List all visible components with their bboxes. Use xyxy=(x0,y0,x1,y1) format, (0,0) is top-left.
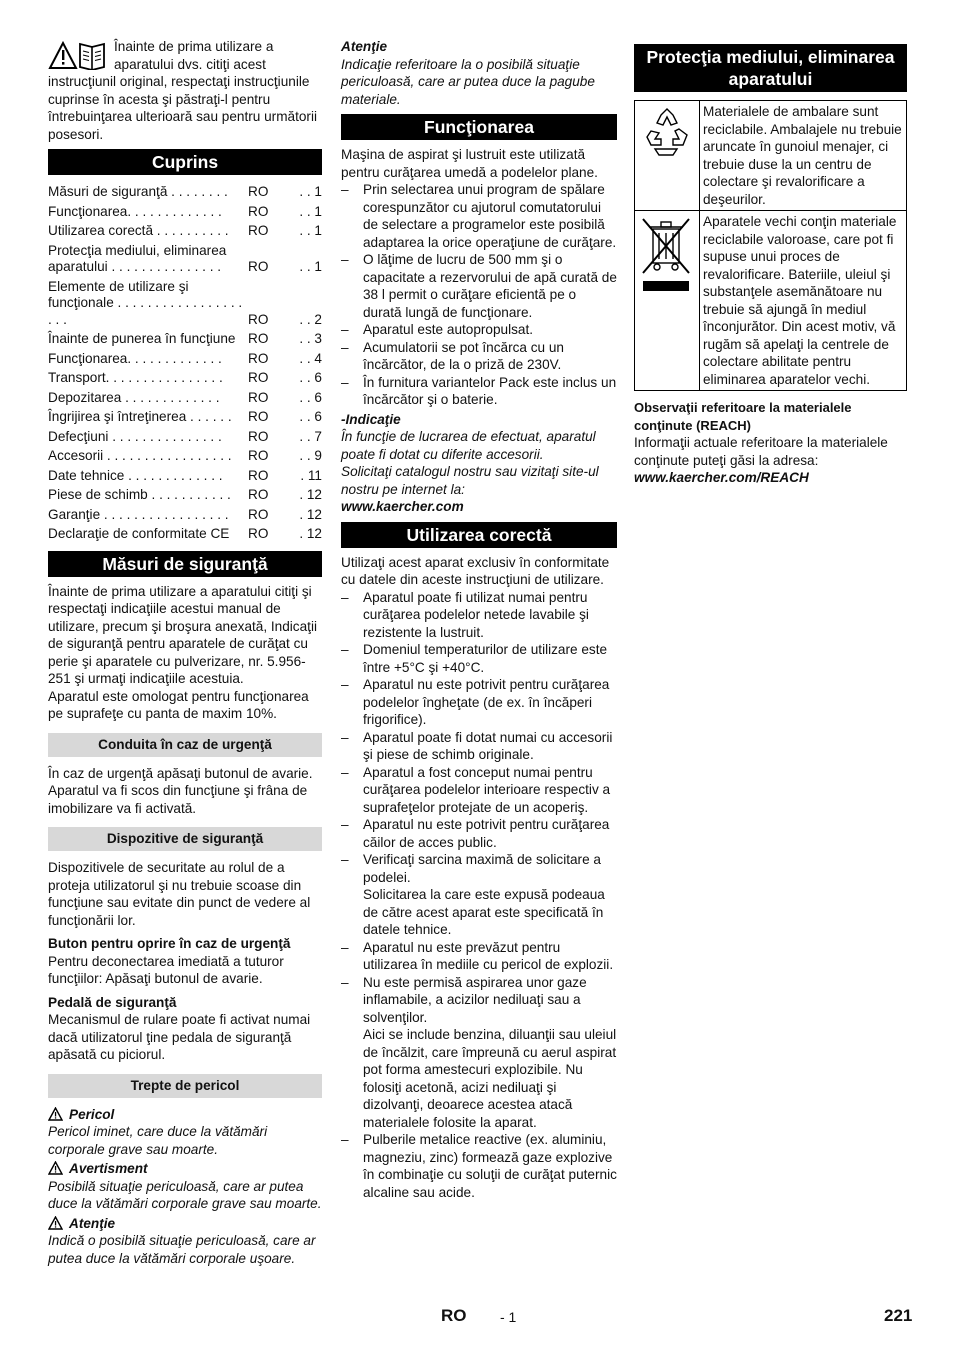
note-text: În funcţie de lucrarea de efectuat, aparatul poate fi dotat cu diferite accesorii. xyxy=(341,429,596,462)
toc-entry-lang: RO xyxy=(248,203,269,219)
toc-entry-dots: . . . . . . . . . . . . . . . . . . . . xyxy=(48,295,243,327)
list-item: – O lăţime de lucru de 500 mm şi o capacitate a rezervorului de apă curată de 38 l permit o curăţare eficientă pe o durată lungă de funcţionare. xyxy=(341,251,617,321)
toc-entry-dots: . . . . . . . . . . . . . xyxy=(124,467,223,483)
toc-entry-page: . . 4 xyxy=(299,350,322,366)
toc-entry-dots: . . . . . . . . . . . . . . . . . xyxy=(100,506,229,522)
toc-entry-name: Garanţie xyxy=(48,506,101,522)
column-middle xyxy=(341,38,617,1201)
toc-row[interactable] xyxy=(48,367,322,387)
toc-entry-name: Transport xyxy=(48,370,106,385)
toc-row[interactable] xyxy=(48,240,322,276)
toc-row[interactable] xyxy=(48,201,322,221)
environment-text: Materialele de ambalare sunt reciclabile. Ambalajele nu trebuie aruncate în gunoiul menajer, ci trebuie duse la un centru de colectare şi revalorificare a deşeurilor. xyxy=(700,101,907,211)
toc-entry-name: Protecţia mediului, eliminarea aparatului xyxy=(48,242,227,274)
environment-title: Protecţia mediului, eliminarea aparatului xyxy=(634,44,907,92)
list-item xyxy=(341,1131,617,1201)
toc-entry-lang: RO xyxy=(248,259,269,274)
list-item xyxy=(341,974,617,1132)
footer-sub-text: - 1 xyxy=(500,1309,517,1325)
list-item xyxy=(341,641,617,676)
emergency-title: Conduita în caz de urgenţă xyxy=(48,733,322,757)
column-right xyxy=(634,38,907,487)
list-item-continuation: Aici se include benzina, diluanţii sau uleiul de încălzit, care împreună cu aerul aspirat pot forma amestecuri explozibile. Nu folosiţi acetonă, acizi nediluaţi şi dizolvanţi, deoarece acestea atacă materialele folosite la aparat. xyxy=(363,1027,617,1130)
list-item xyxy=(341,676,617,729)
emergency-button-text: Pentru deconectarea imediată a tuturor funcţiilor: Apăsaţi butonul de avarie. xyxy=(48,953,284,986)
reach-head: Observaţii referitoare la materialele conţinute (REACH) xyxy=(634,400,852,433)
toc-entry-dots: . . . . . . . . . . . xyxy=(147,487,231,502)
toc-entry-page: . . 9 xyxy=(299,448,322,463)
list-item xyxy=(341,764,617,817)
toc-entry-name: Elemente de utilizare şi funcţionale xyxy=(48,278,189,310)
function-title: Funcţionarea xyxy=(341,114,617,140)
function-text: Maşina de aspirat şi lustruit este utilizată pentru curăţarea umedă a podelelor plane. xyxy=(341,147,598,180)
note-text-2: Solicitaţi catalogul nostru sau vizitaţi site-ul nostru pe internet la: xyxy=(341,464,599,497)
toc-entry-lang: RO xyxy=(248,389,269,405)
safety-title: Măsuri de siguranţă xyxy=(48,551,322,577)
footer-sub xyxy=(500,1309,516,1327)
list-item-text: Nu este permisă aspirarea unor gaze inflamabile, a acizilor nediluaţi sau a solvenţilor. xyxy=(363,974,587,1025)
toc-entry-lang: RO xyxy=(248,487,269,502)
toc-entry-lang: RO xyxy=(248,428,269,444)
toc-entry-name: Funcţionarea xyxy=(48,350,128,366)
toc-entry-page: . . 1 xyxy=(299,184,322,199)
list-item-text: Pulberile metalice reactive (ex. aluminiu, magneziu, zinc) formează gaze explozive în combinaţie cu soluţii de curăţat puternic alcaline sau acide. xyxy=(363,1132,617,1200)
toc-entry-lang: RO xyxy=(248,467,269,483)
toc-row[interactable] xyxy=(48,348,322,368)
toc-entry-page: . . 3 xyxy=(299,331,322,346)
warning-triangle-icon xyxy=(48,1161,63,1175)
toc-table xyxy=(48,181,322,543)
toc-entry-lang: RO xyxy=(248,311,269,327)
toc-row[interactable] xyxy=(48,276,322,329)
toc-row[interactable] xyxy=(48,220,322,240)
recycling-icon xyxy=(639,105,695,161)
toc-title: Cuprins xyxy=(48,149,322,175)
toc-entry-page: . . 6 xyxy=(299,389,322,405)
page-number: 221 xyxy=(884,1306,913,1325)
toc-entry-name: Date tehnice xyxy=(48,467,125,483)
toc-entry-lang: RO xyxy=(248,409,269,424)
toc-entry-lang: RO xyxy=(248,526,269,541)
toc-row[interactable] xyxy=(48,181,322,201)
toc-entry-page: . 11 xyxy=(300,467,322,483)
list-item: – Prin selectarea unui program de spălare corespunzător cu ajutorul comutatorului de selectare a programelor este posibilă adaptarea la orice operaţiune de curăţare. xyxy=(341,181,617,251)
toc-entry-dots: . . . . . . . . . . . . . . . . xyxy=(105,370,223,385)
toc-entry-name: Defecţiuni xyxy=(48,428,109,444)
intro-block xyxy=(48,38,322,143)
toc-row[interactable] xyxy=(48,523,322,543)
list-item: – Acumulatorii se pot încărca cu un încărcător, de la o priză de 230V. xyxy=(341,339,617,374)
list-item-text: Aparatul nu este potrivit pentru curăţarea podelelor îngheţate (de ex. în încăperi frigorifice). xyxy=(363,677,610,727)
toc-entry-page: . . 6 xyxy=(299,370,322,385)
intro-icons xyxy=(48,40,108,70)
toc-row[interactable] xyxy=(48,465,322,485)
warning-triangle-icon xyxy=(48,40,108,70)
usage-list xyxy=(341,589,617,1202)
list-item xyxy=(341,816,617,851)
hazard-text: Indică o posibilă situaţie periculoasă, care ar putea duce la vătămări corporale uşoare. xyxy=(48,1233,316,1266)
caution-head: Atenţie xyxy=(341,39,388,54)
toc-entry-name: Utilizarea corectă xyxy=(48,223,154,238)
toc-entry-lang: RO xyxy=(248,223,269,238)
reach-url[interactable]: www.kaercher.com/REACH xyxy=(634,470,809,485)
list-item-text: Aparatul poate fi dotat numai cu accesorii şi piese de schimb originale. xyxy=(363,729,613,762)
hazard-level-warning xyxy=(48,1160,322,1213)
list-item-text: Domeniul temperaturilor de utilizare este între +5°C şi +40°C. xyxy=(363,642,608,675)
toc-row[interactable] xyxy=(48,406,322,426)
toc-entry-lang: RO xyxy=(248,350,269,366)
usage-title: Utilizarea corectă xyxy=(341,522,617,548)
hazard-head: Atenţie xyxy=(69,1215,116,1231)
crossed-bin-icon xyxy=(639,215,695,295)
toc-entry-page: . . 6 xyxy=(299,409,322,424)
list-item xyxy=(341,939,617,974)
toc-entry-lang: RO xyxy=(248,184,269,199)
hazard-text: Posibilă situaţie periculoasă, care ar putea duce la vătămări corporale grave sau moarte. xyxy=(48,1178,322,1211)
toc-entry-page: . . 1 xyxy=(299,223,322,238)
hazard-text: Pericol iminet, care duce la vătămări corporale grave sau moarte. xyxy=(48,1124,268,1157)
list-item-text: Aparatul a fost conceput numai pentru curăţarea podelelor interioare respectiv a suprafeţelor protejate de un acoperiş. xyxy=(363,764,611,815)
toc-entry-name: Măsuri de siguranţă xyxy=(48,184,168,199)
usage-text: Utilizaţi acest aparat exclusiv în conformitate cu datele din aceste instrucţiuni de utilizare. xyxy=(341,554,610,587)
table-row xyxy=(635,211,907,391)
table-row xyxy=(635,101,907,211)
toc-entry-name: Depozitarea xyxy=(48,389,122,405)
toc-row[interactable] xyxy=(48,445,322,465)
safety-text: Înainte de prima utilizare a aparatului citiţi şi respectaţi indicaţiile acestui manual de utilizare, precum şi broşura anexată, Indicaţii de siguranţă pentru aparatele de curăţat cu perie şi aparatele cu pulverizare, nr. 5.956-251 şi urmaţi indicaţiile acestuia. xyxy=(48,583,317,686)
toc-entry-dots: . . . . . . . . . . . . . xyxy=(127,203,222,219)
emergency-text: În caz de urgenţă apăsaţi butonul de avarie. Aparatul va fi scos din funcţiune şi frâna de imobilizare va fi activată. xyxy=(48,765,313,816)
toc-entry-page: . 12 xyxy=(299,526,322,541)
toc-entry-page: . . 2 xyxy=(299,311,322,327)
environment-text: Aparatele vechi conţin materiale reciclabile valoroase, care pot fi supuse unui proces de revalorificare. Bateriile, uleiul şi substanţele asemănătoare nu trebuie să ajungă în mediul înconjurător. Din acest motiv, vă rugăm să apelaţi la centrele de colectare abilitate pentru eliminarea aparatelor vechi. xyxy=(700,211,907,391)
toc-entry-lang: RO xyxy=(248,448,269,463)
toc-entry-name: Accesorii xyxy=(48,448,104,463)
hazard-level-caution xyxy=(48,1215,322,1268)
toc-entry-dots: . . . . . . . . . . . . . . . xyxy=(107,259,222,274)
list-item-continuation: Solicitarea la care este expusă podeaua de către acest aparat este specificată în datele tehnice. xyxy=(363,887,605,937)
list-item-text: Aparatul nu este prevăzut pentru utilizarea în mediile cu pericol de explozii. xyxy=(363,939,614,972)
caution-text: Indicaţie referitoare la o posibilă situaţie periculoasă, care ar putea duce la pagube materiale. xyxy=(341,56,595,107)
toc-entry-page: . . 1 xyxy=(299,259,322,274)
toc-entry-page: . 12 xyxy=(299,487,322,502)
toc-entry-name: Îngrijirea şi întreţinerea xyxy=(48,409,187,424)
note-head: -Indicaţie xyxy=(341,411,401,427)
column-left xyxy=(48,38,322,1267)
warning-triangle-icon xyxy=(48,1216,63,1230)
list-item xyxy=(341,851,617,939)
emergency-button-head: Buton pentru oprire în caz de urgenţă xyxy=(48,936,291,951)
toc-entry-dots: . . . . . . . . xyxy=(167,184,228,199)
list-item: – Aparatul este autopropulsat. xyxy=(341,321,617,339)
toc-entry-dots: . . . . . . . . . . . . . . . . . xyxy=(103,448,232,463)
devices-text: Dispozitivele de securitate au rolul de a proteja utilizatorul şi nu trebuie scoase din funcţiune sau evitate din punct de vedere al funcţionării lor. xyxy=(48,860,311,928)
toc-entry-name: Piese de schimb xyxy=(48,487,148,502)
toc-entry-lang: RO xyxy=(248,506,269,522)
hazard-head: Pericol xyxy=(69,1106,115,1122)
list-item: – În furnitura variantelor Pack este inclus un încărcător şi o baterie. xyxy=(341,374,617,409)
toc-entry-dots: . . . . . . . . . . . . . xyxy=(127,350,222,366)
toc-row[interactable] xyxy=(48,426,322,446)
list-item-text: Aparatul poate fi utilizat numai pentru curăţarea podelelor netede lavabile şi rezistente la lustruit. xyxy=(363,589,589,640)
function-list xyxy=(341,181,617,409)
warning-triangle-icon xyxy=(48,1107,63,1121)
toc-entry-lang: RO xyxy=(248,331,269,346)
list-item xyxy=(341,729,617,764)
toc-entry-dots: . . . . . . . . . . . . . xyxy=(121,389,220,405)
toc-entry-name: Înainte de punerea în funcţiune xyxy=(48,331,236,346)
environment-table xyxy=(634,100,907,391)
intro-text: Înainte de prima utilizare a aparatului dvs. citiţi acest instrucţiunil original, respectaţi instrucţiunile cuprinse în acesta şi păstraţi-l pentru întrebuinţarea ulterioară sau pentru următorii posesori. xyxy=(48,39,318,142)
toc-entry-lang: RO xyxy=(248,370,269,385)
toc-row[interactable] xyxy=(48,328,322,348)
toc-row[interactable] xyxy=(48,387,322,407)
devices-title: Dispozitive de siguranţă xyxy=(48,827,322,851)
hazard-level-danger xyxy=(48,1106,322,1159)
footer-lang: RO xyxy=(441,1306,467,1325)
list-item-text: Verificaţi sarcina maximă de solicitare a podelei. xyxy=(363,852,601,885)
toc-row[interactable] xyxy=(48,504,322,524)
toc-entry-name: Declaraţie de conformitate CE xyxy=(48,526,230,541)
toc-entry-dots: . . . . . . . . . . . . . . . xyxy=(108,428,222,444)
pedal-text: Mecanismul de rulare poate fi activat numai dacă utilizatorul ţine pedala de siguranţă apăsată cu piciorul. xyxy=(48,1012,311,1062)
list-item xyxy=(341,589,617,642)
toc-row[interactable] xyxy=(48,484,322,504)
toc-entry-name: Funcţionarea xyxy=(48,203,128,219)
hazard-head: Avertisment xyxy=(69,1161,148,1176)
toc-entry-page: . 12 xyxy=(299,506,322,522)
toc-entry-page: . . 1 xyxy=(299,203,322,219)
safety-text-2: Aparatul este omologat pentru funcţionarea pe suprafeţe cu panta de maxim 10%. xyxy=(48,688,309,721)
pedal-head: Pedală de siguranţă xyxy=(48,994,177,1010)
toc-entry-dots: . . . . . . xyxy=(186,409,232,424)
hazard-title: Trepte de pericol xyxy=(48,1074,322,1098)
manual-book-icon xyxy=(80,44,104,70)
list-item-text: Aparatul nu este potrivit pentru curăţarea căilor de acces public. xyxy=(363,817,610,850)
note-url[interactable]: www.kaercher.com xyxy=(341,499,464,514)
reach-text: Informaţii actuale referitoare la materialele conţinute puteţi găsi la adresa: xyxy=(634,435,888,468)
toc-entry-dots: . . . . . . . . . . xyxy=(153,223,229,238)
toc-entry-page: . . 7 xyxy=(299,428,322,444)
